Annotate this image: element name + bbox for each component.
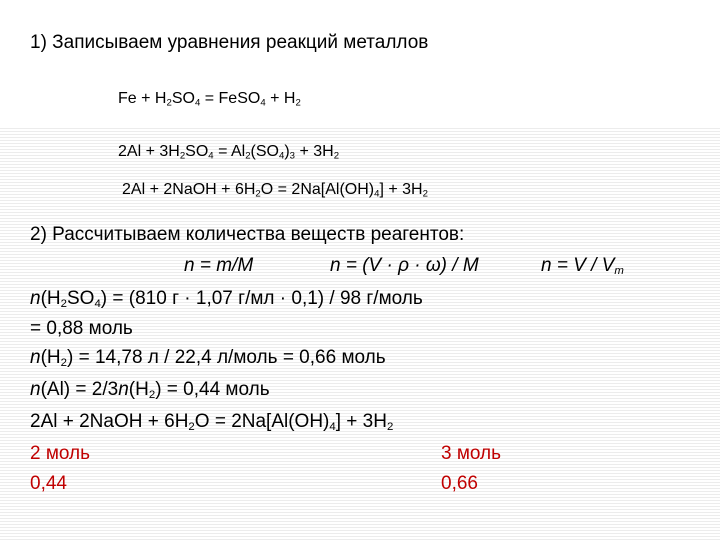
calc-h2: $n(H_2) = 14,78$ л / 22,4 л/моль = 0,66 моль bbox=[30, 347, 386, 369]
equation-aluminium-acid: $2Al + 3H_2SO_4 = Al_2(SO_4)_3 + 3H_2$ bbox=[118, 143, 340, 162]
formula-mass: n = m/M bbox=[184, 255, 254, 276]
calc-al: $n(Al) = 2/3n(H_2) = 0,44$ моль bbox=[30, 379, 270, 401]
calc-h2so4-result: = 0,88 моль bbox=[30, 318, 133, 339]
formula-gas: $n = V / V_m$ bbox=[541, 255, 624, 277]
equation-aluminium-base: 2Al + 2NaOH + $6H_2O = 2Na[Al(OH)_4] + 3H_2$ bbox=[122, 181, 428, 200]
calc-h2so4: $n(H_2SO_4) = (810$ г · 1,07 г/мл · 0,1) / 98 г/моль bbox=[30, 288, 423, 310]
formula-solution: n = (V · ρ · ω) / M bbox=[330, 255, 479, 276]
moles-hydrogen-actual: 0,66 bbox=[441, 473, 478, 494]
moles-hydrogen-stoich: 3 моль bbox=[441, 443, 502, 464]
step1-title: 1) Записываем уравнения реакций металлов bbox=[30, 32, 429, 53]
step2-title: 2) Рассчитываем количества веществ реагентов: bbox=[30, 224, 465, 245]
moles-aluminium-stoich: 2 моль bbox=[30, 443, 91, 464]
equation-aluminium-base-large: 2Al + 2NaOH + $6H_2O = 2Na[Al(OH)_4] + 3H_2$ bbox=[30, 411, 394, 433]
equation-iron-acid: $Fe + H_2SO_4$ = FeSO$_4$ + $H_2$ bbox=[118, 90, 301, 109]
moles-aluminium-actual: 0,44 bbox=[30, 473, 67, 494]
